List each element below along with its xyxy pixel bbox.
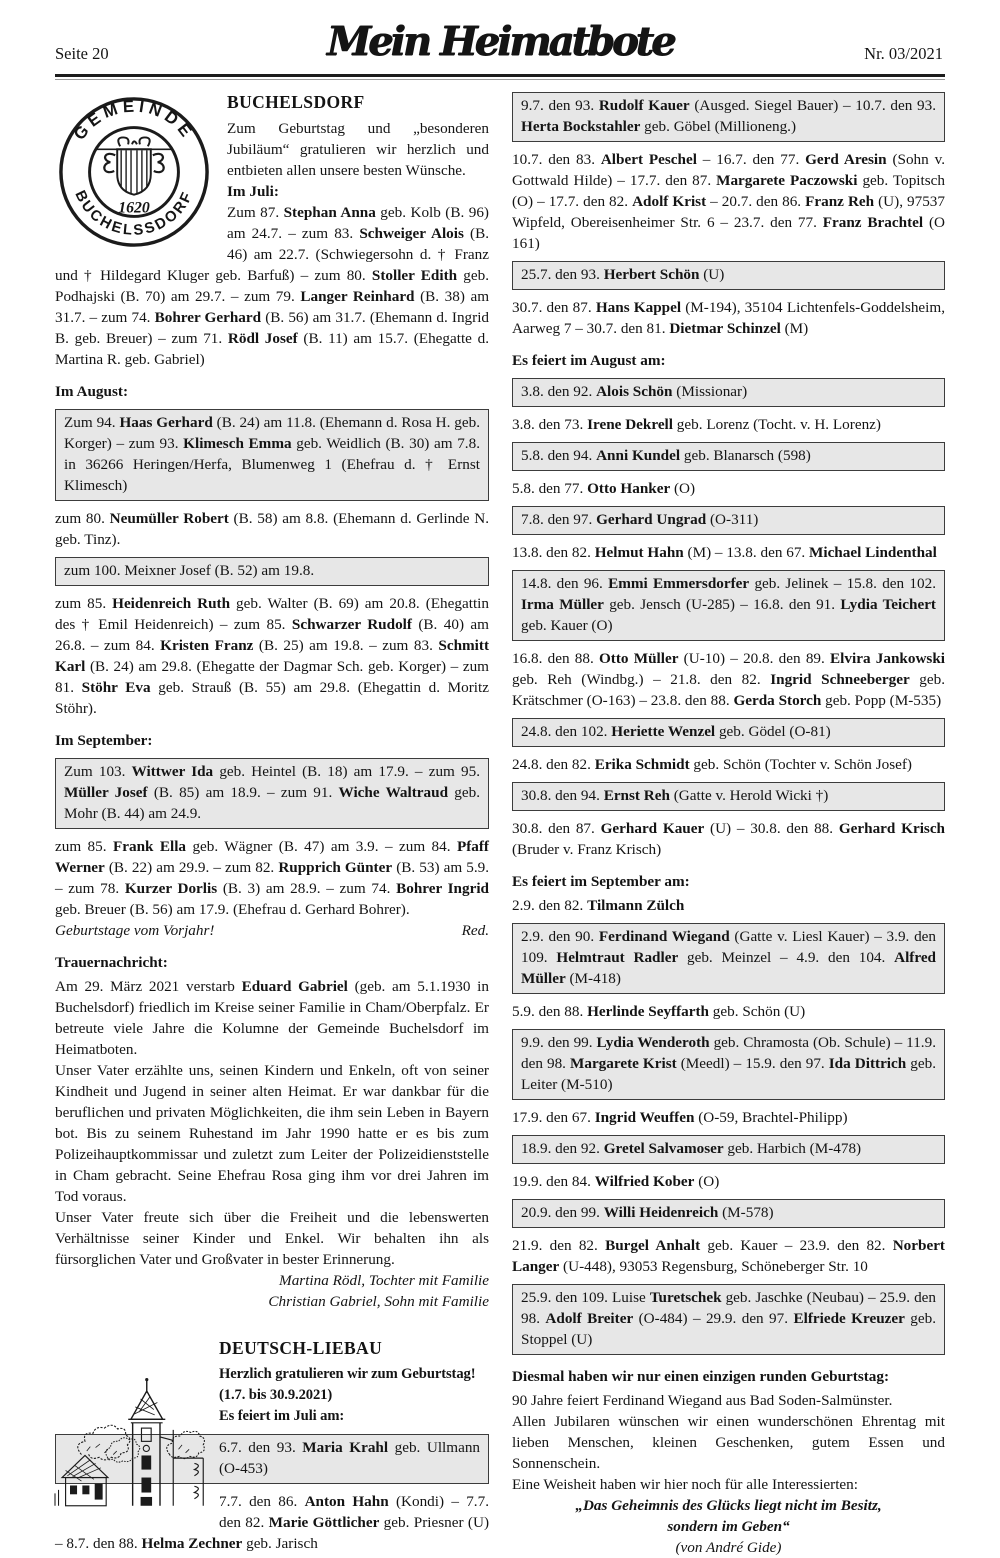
text-run: (U-448), 93053 Regensburg, Schöneberger Str. 10 <box>559 1258 868 1275</box>
liebau-title: DEUTSCH-LIEBAU <box>219 1338 383 1358</box>
paragraph <box>55 508 489 550</box>
text-run: Heriette Wenzel <box>611 723 716 740</box>
section-heading <box>512 350 945 371</box>
text-run: sondern im Geben“ <box>667 1518 790 1535</box>
page-header <box>0 0 1000 80</box>
text-run: Emmi Emmersdorfer <box>608 575 750 592</box>
text-run: Anton Hahn <box>304 1493 389 1510</box>
text-run: Franz Reh <box>805 193 875 210</box>
content-columns <box>55 92 945 1558</box>
text-run: Gerhard Kauer <box>600 820 705 837</box>
text-run: geb. Mohr (B. 44) am 24.9. <box>64 784 481 822</box>
highlighted-entry <box>512 261 945 290</box>
text-run: geb. Priesner (U) – 8.7. <box>55 1514 490 1552</box>
text-run: (M) – 13.8. den 67. <box>683 544 810 561</box>
highlighted-entry <box>512 92 945 142</box>
text-run: Herlinde Seyffarth <box>587 1003 709 1020</box>
text-run: (Ausged. Siegel Bauer) – 10.7. den 93. <box>689 97 936 114</box>
text-run: „Das Geheimnis des Glücks liegt nicht im Besitz, <box>575 1497 882 1514</box>
highlighted-entry <box>512 1029 945 1100</box>
text-run: geb. Harbich (M-478) <box>723 1140 862 1157</box>
buchelsdorf-seal <box>55 92 213 252</box>
text-run: (O) <box>670 480 696 497</box>
text-run: Haas Gerhard <box>119 414 213 431</box>
highlighted-entry <box>512 570 945 641</box>
text-run: (B. 11) am 15.7. (Ehegatte d. Martina R. geb. Gabriel) <box>55 330 489 368</box>
text-run: (O 161) <box>512 214 945 252</box>
paragraph <box>512 754 945 775</box>
buchelsdorf-title: BUCHELSDORF <box>227 92 365 112</box>
text-run: Ida Dittrich <box>828 1055 907 1072</box>
text-run: Wiche Waltraud <box>338 784 449 801</box>
text-run: geb. Strauß (B. 55) am 29.8. (Ehegattin d. Moritz Stöhr). <box>55 679 489 717</box>
text-run: Adolf Breiter <box>545 1310 634 1327</box>
paragraph <box>512 1411 945 1474</box>
text-run: Wittwer Ida <box>131 763 214 780</box>
text-run: (B. 40) am 26.8. – zum 84. <box>55 616 489 654</box>
highlighted-entry <box>512 923 945 994</box>
text-run: (Meedl) – 15.9. den 97. <box>676 1055 829 1072</box>
text-run: (B. 3) am 28.9. – zum 74. <box>217 880 397 897</box>
text-run: Herzlich gratulieren wir zum Geburtstag! <box>219 1366 476 1382</box>
text-run: 21.9. den 82. <box>512 1237 606 1254</box>
text-run: Es feiert im August am: <box>512 352 666 369</box>
text-run: (B. 85) am 18.9. – zum 91. <box>147 784 339 801</box>
text-run: Rudolf Kauer <box>598 97 690 114</box>
text-run: Zum 103. <box>64 763 132 780</box>
highlighted-entry <box>512 506 945 535</box>
header-rule <box>55 74 945 77</box>
text-run: Langer Reinhard <box>300 288 415 305</box>
text-run: geb. Topitsch (O) – 17.7. den 82. <box>512 172 945 210</box>
text-run: geb. Kolb (B. 96) am 24.7. – zum 83. <box>227 204 489 242</box>
text-run: – 16.7. den 77. <box>696 151 806 168</box>
text-run: Schmitt Karl <box>55 637 490 675</box>
text-run: 5.8. den 77. <box>512 480 588 497</box>
text-run: zum 85. <box>55 595 113 612</box>
text-run: Müller Josef <box>64 784 148 801</box>
text-run: Trauernachricht: <box>55 954 168 971</box>
text-run: geb. Kauer (O) <box>521 617 613 634</box>
text-run: (Gatte v. Herold Wicki †) <box>669 787 829 804</box>
text-run: 18.9. den 92. <box>521 1140 604 1157</box>
text-run: Gretel Salvamoser <box>603 1140 724 1157</box>
text-run: (U), 97537 Wipfeld, Obereisenheimer Str. 6 – 23.7. den 77. <box>512 193 945 231</box>
paragraph <box>512 414 945 435</box>
text-run: (O) <box>694 1173 720 1190</box>
right-column-body <box>512 92 945 1558</box>
text-run: Herbert Schön <box>603 266 700 283</box>
paragraph <box>512 895 945 916</box>
text-run: Dietmar Schinzel <box>669 320 781 337</box>
text-run: Albert Peschel <box>600 151 697 168</box>
text-run: geb. Meinzel – 4.9. den 104. <box>678 949 895 966</box>
text-run: (B. 24) am 29.8. (Ehegatte der Dagmar Sch. geb. Korger) – zum 81. <box>55 658 489 696</box>
paragraph <box>512 648 945 711</box>
text-run: Zum 87. <box>227 204 284 221</box>
text-run: Willi Heidenreich <box>603 1204 719 1221</box>
church-image <box>55 1368 205 1520</box>
text-run: 24.8. den 82. <box>512 756 595 773</box>
highlighted-entry <box>512 782 945 811</box>
liebau-section <box>55 1338 489 1554</box>
text-run: Lydia Teichert <box>840 596 936 613</box>
text-run: Ingrid Schneeberger <box>770 671 910 688</box>
text-run: Herta Bockstahler <box>521 118 641 135</box>
note-right: Red. <box>461 922 489 939</box>
text-run: – 20.7. den 86. <box>706 193 806 210</box>
church-side-buildings <box>55 1430 203 1506</box>
text-run: Allen Jubilaren wünschen wir einen wunderschönen Ehrentag mit lieben Menschen, kleinen Geschenken, gutem Essen und Sonnenschein. <box>512 1413 945 1472</box>
text-run: (U) <box>699 266 725 283</box>
text-run: geb. Jelinek – 15.8. den 102. <box>749 575 936 592</box>
page-number: Seite 20 <box>55 44 109 63</box>
text-run: Alfred Müller <box>521 949 937 987</box>
text-run: zum 85. <box>55 838 113 855</box>
text-run: Martina Rödl, Tochter mit Familie <box>279 1272 489 1289</box>
text-run: Klimesch Emma <box>183 435 292 452</box>
text-run: 17.9. den 67. <box>512 1109 595 1126</box>
text-run: (M-418) <box>565 970 621 987</box>
text-run: 16.8. den 88. <box>512 650 599 667</box>
text-run: geb. Stoppel (U) <box>521 1310 937 1348</box>
text-run: geb. Jaschke (Neubau) – 25.9. den 98. <box>521 1289 937 1327</box>
highlighted-entry <box>512 1284 945 1355</box>
text-run: (M-578) <box>718 1204 774 1221</box>
paragraph <box>512 1001 945 1022</box>
text-run: (Bruder v. Franz Krisch) <box>512 841 662 858</box>
text-run: (geb. am 5.1.1930 in Buchelsdorf) friedlich im Kreise seiner Familie in Cham/Oberpfalz. Er betreute viele Jahre die Kolumne der Gemeinde Buchelsdorf im Heimatboten. <box>55 978 489 1058</box>
text-run: Margarete Krist <box>570 1055 677 1072</box>
text-run: (U-10) – 20.8. den 89. <box>678 650 831 667</box>
text-run: (O-484) – 29.9. den 97. <box>633 1310 794 1327</box>
text-run: Stöhr Eva <box>81 679 151 696</box>
masthead-wordmark: Mein Heimatbote <box>326 18 674 65</box>
text-run: Schweiger Alois <box>359 225 464 242</box>
section-heading <box>55 381 489 402</box>
paragraph <box>55 1270 489 1291</box>
text-run: Frank Ella <box>112 838 187 855</box>
section-heading <box>512 871 945 892</box>
text-run: Es feiert im September am: <box>512 873 690 890</box>
text-run: 3.8. den 73. <box>512 416 588 433</box>
text-run: Stoller Edith <box>371 267 458 284</box>
text-run: Irene Dekrell <box>587 416 673 433</box>
text-run: Otto Hanker <box>587 480 671 497</box>
text-run: Helmtraut Radler <box>556 949 679 966</box>
paragraph <box>512 297 945 339</box>
text-run: 25.9. den 109. Luise <box>521 1289 650 1306</box>
text-run: Margarete Paczowski <box>716 172 858 189</box>
text-run: Franz Brachtel <box>822 214 924 231</box>
text-run: (B. 22) am 29.9. – zum 82. <box>104 859 279 876</box>
text-run: 6.7. den 93. <box>219 1439 303 1456</box>
paragraph <box>55 1207 489 1270</box>
text-run: 7.8. den 97. <box>521 511 597 528</box>
issue-number: Nr. 03/2021 <box>864 44 943 63</box>
highlighted-entry <box>55 557 489 586</box>
text-run: geb. Ullmann (O-453) <box>219 1439 481 1477</box>
text-run: (B. 53) am 5.9. – zum 78. <box>55 859 490 897</box>
text-run: geb. Reh (Windbg.) – 21.8. den 82. <box>512 671 771 688</box>
byline-row <box>55 920 489 941</box>
text-run: Es feiert im Juli am: <box>219 1408 345 1424</box>
text-run: Elvira Jankowski <box>830 650 945 667</box>
text-run: (O-311) <box>706 511 759 528</box>
text-run: Gerda Storch <box>733 692 822 709</box>
text-run: (1.7. bis 30.9.2021) <box>219 1387 333 1403</box>
text-run: geb. Breuer (B. 56) am 17.9. (Ehefrau d. Gerhard Bohrer). <box>55 901 410 918</box>
text-run: (B. 38) am 31.7. – zum 74. <box>55 288 490 326</box>
paragraph <box>512 542 945 563</box>
text-run: Elfriede Kreuzer <box>793 1310 905 1327</box>
text-run: 2.9. den 90. <box>521 928 599 945</box>
text-run: Zum 94. <box>64 414 120 431</box>
paragraph <box>512 1390 945 1411</box>
text-run: Helmut Hahn <box>594 544 684 561</box>
text-run: geb. Schön (U) <box>709 1003 806 1020</box>
text-run: Bohrer Gerhard <box>154 309 262 326</box>
text-run: Im Juli: <box>227 183 279 200</box>
text-run: Ferdinand Wiegand <box>598 928 730 945</box>
text-run: 24.8. den 102. <box>521 723 612 740</box>
seal-text-top: GEMEINDE <box>69 96 199 144</box>
text-run: (B. 46) am 22.7. (Schwiegersohn d. † Franz und † Hildegard Kluger geb. Barfuß) – zum 80. <box>55 225 490 284</box>
text-run: Im September: <box>55 732 153 749</box>
text-run: den 88. <box>92 1535 142 1552</box>
text-run: Ernst Reh <box>603 787 670 804</box>
text-run: Ingrid Weuffen <box>594 1109 695 1126</box>
paragraph <box>55 1060 489 1207</box>
text-run: 9.7. den 93. <box>521 97 599 114</box>
text-run: Neumüller Robert <box>109 510 229 527</box>
text-run: geb. Podhajski (B. 70) am 29.7. – zum 79. <box>55 267 489 305</box>
text-run: Unser Vater erzählte uns, seinen Kindern und Enkeln, oft von seiner Kindheit und Jugend in seiner alten Heimat. Er war dankbar für die beruflichen und privaten Möglichkeiten, die ihm sein Leben in Bayern bot. Bis zu seinem Ruhestand im Jahr 1990 hatte er es bis zum Polizeihauptkommissar und zuletzt zum Leiter der Polizeidienststelle in Cham gebracht. Seine Ehefrau Rosa ging ihm vor drei Jahren im Tod voraus. <box>55 1062 489 1205</box>
text-run: (B. 58) am 8.8. (Ehemann d. Gerlinde N. geb. Tinz). <box>55 510 489 548</box>
section-heading <box>512 1366 945 1387</box>
text-run: Anni Kundel <box>596 447 681 464</box>
paragraph <box>512 1537 945 1558</box>
text-run: Irma Müller <box>521 596 604 613</box>
text-run: Stephan Anna <box>283 204 376 221</box>
text-run: 25.7. den 93. <box>521 266 604 283</box>
text-run: Wilfried Kober <box>594 1173 695 1190</box>
text-run: geb. Kauer – 23.9. den 82. <box>700 1237 893 1254</box>
text-run: zum 100. Meixner Josef (B. 52) am 19.8. <box>64 562 315 579</box>
svg-text:GEMEINDE <box>70 96 198 143</box>
text-run: geb. Lorenz (Tocht. v. H. Lorenz) <box>673 416 881 433</box>
liebau-church-sketch <box>55 1368 205 1520</box>
paragraph <box>55 1291 489 1312</box>
text-run: Turetschek <box>649 1289 722 1306</box>
paragraph <box>512 1516 945 1537</box>
seal-text-bottom: BUCHELSSDORF <box>71 188 197 239</box>
text-run: Im August: <box>55 383 129 400</box>
text-run: zum 80. <box>55 510 110 527</box>
text-run: 5.9. den 88. <box>512 1003 588 1020</box>
text-run: Am 29. März 2021 verstarb <box>55 978 242 995</box>
text-run: geb. Walter (B. 69) am 20.8. (Ehegattin des † Emil Heidenreich) – zum 85. <box>55 595 489 633</box>
highlighted-entry <box>512 1135 945 1164</box>
text-run: Schwarzer Rudolf <box>291 616 412 633</box>
church-tower <box>128 1378 165 1506</box>
text-run: Kristen Franz <box>160 637 254 654</box>
left-column <box>55 92 489 1558</box>
text-run: Zum Geburtstag und „besonderen Jubiläum“ gratulieren wir herzlich und entbieten allen unsere besten Wünsche. <box>227 120 489 179</box>
text-run: geb. Popp (M-535) <box>821 692 942 709</box>
buchelsdorf-body <box>55 118 489 1312</box>
paragraph <box>512 1235 945 1277</box>
text-run: (Gatte v. Liesl Kauer) – 3.9. den 109. <box>521 928 936 966</box>
text-run: Gerhard Ungrad <box>596 511 707 528</box>
text-run: Eduard Gabriel <box>241 978 348 995</box>
text-run: (B. 24) am 11.8. (Ehemann d. Rosa H. geb. Korger) – zum 93. <box>64 414 481 452</box>
text-run: 90 Jahre feiert Ferdinand Wiegand aus Bad Soden-Salmünster. <box>512 1392 893 1409</box>
text-run: (U) – 30.8. den 88. <box>704 820 839 837</box>
text-run: Gerhard Krisch <box>838 820 946 837</box>
text-run: Bohrer Ingrid <box>396 880 489 897</box>
highlighted-entry <box>512 378 945 407</box>
text-run: geb. Heintel (B. 18) am 17.9. – zum 95. <box>213 763 481 780</box>
text-run: Eine Weisheit haben wir hier noch für alle Interessierten: <box>512 1476 858 1493</box>
text-run: Marie Göttlicher <box>268 1514 380 1531</box>
paragraph <box>512 818 945 860</box>
text-run: 30.8. den 94. <box>521 787 604 804</box>
text-run: geb. Leiter (M-510) <box>521 1055 936 1093</box>
text-run: (Sohn v. Gottwald Hilde) – 17.7. den 87. <box>512 151 945 189</box>
text-run: geb. Blanarsch (598) <box>680 447 811 464</box>
highlighted-entry <box>55 409 489 501</box>
text-run: 3.8. den 92. <box>521 383 597 400</box>
text-run: Hans Kappel <box>595 299 682 316</box>
text-run: (Missionar) <box>672 383 748 400</box>
section-heading <box>55 952 489 973</box>
text-run: geb. Chramosta (Ob. Schule) – 11.9. den 98. <box>521 1034 936 1072</box>
text-run: 20.9. den 99. <box>521 1204 604 1221</box>
seal-image <box>55 92 213 252</box>
text-run: Michael Lindenthal <box>809 544 937 561</box>
text-run: 30.8. den 87. <box>512 820 601 837</box>
text-run: Erika Schmidt <box>594 756 690 773</box>
text-run: geb. Wägner (B. 47) am 3.9. – zum 84. <box>186 838 457 855</box>
text-run: (von André Gide) <box>675 1539 782 1556</box>
paragraph <box>512 1107 945 1128</box>
paragraph <box>55 836 489 920</box>
text-run: geb. Krätschmer (O-163) – 23.8. den 88. <box>512 671 945 709</box>
text-run: (M) <box>780 320 809 337</box>
paragraph <box>55 976 489 1060</box>
text-run: (B. 56) am 31.7. (Ehemann d. Ingrid B. geb. Breuer) – zum 71. <box>55 309 490 347</box>
text-run: (M-194), 35104 Lichtenfels-Goddelsheim, Aarweg 7 – 30.7. den 81. <box>512 299 945 337</box>
highlighted-entry <box>55 758 489 829</box>
text-run: (B. 25) am 19.8. – zum 83. <box>253 637 439 654</box>
highlighted-entry <box>512 1199 945 1228</box>
text-run: Diesmal haben wir nur einen einzigen runden Geburtstag: <box>512 1368 890 1385</box>
text-run: Alois Schön <box>596 383 673 400</box>
text-run: geb. Göbel (Millioneng.) <box>640 118 797 135</box>
text-run: Rupprich Günter <box>278 859 393 876</box>
paragraph <box>512 149 945 254</box>
text-run: 30.7. den 87. <box>512 299 596 316</box>
paragraph <box>512 1171 945 1192</box>
highlighted-entry <box>512 718 945 747</box>
text-run: geb. Weidlich (B. 30) am 7.8. in 36266 Heringen/Herfa, Blumenweg 1 (Ehefrau d. † Ernst Klimesch) <box>64 435 480 494</box>
text-run: Lydia Wenderoth <box>596 1034 710 1051</box>
text-run: Kurzer Dorlis <box>124 880 218 897</box>
text-run: Rödl Josef <box>227 330 298 347</box>
text-run: Maria Krahl <box>302 1439 389 1456</box>
text-run: Adolf Krist <box>632 193 707 210</box>
text-run: Unser Vater freute sich über die Freiheit und die lebenswerten Verhältnisse seiner Kinder und Enkel. Wir behalten ihn als fürsorglichen Vater und Großvater in bester Erinnerung. <box>55 1209 489 1268</box>
text-run: geb. Jarisch <box>242 1535 318 1552</box>
text-run: (Kondi) – 7.7. den 82. <box>219 1493 489 1531</box>
text-run: Burgel Anhalt <box>605 1237 701 1254</box>
text-run: Pfaff Werner <box>55 838 489 876</box>
text-run: 13.8. den 82. <box>512 544 595 561</box>
text-run: Norbert Langer <box>512 1237 945 1275</box>
note-left: Geburtstage vom Vorjahr! <box>55 922 215 939</box>
paragraph <box>512 1495 945 1516</box>
text-run: Otto Müller <box>598 650 679 667</box>
text-run: 2.9. den 82. <box>512 897 588 914</box>
text-run: Tilmann Zülch <box>587 897 685 914</box>
text-run: 7.7. den 86. <box>219 1493 305 1510</box>
highlighted-entry <box>512 442 945 471</box>
text-run: 9.9. den 99. <box>521 1034 597 1051</box>
seal-year: 1620 <box>118 199 150 217</box>
paragraph <box>512 478 945 499</box>
text-run: Gerd Aresin <box>805 151 887 168</box>
seal-crest <box>96 137 171 194</box>
text-run: 10.7. den 83. <box>512 151 601 168</box>
text-run: Heidenreich Ruth <box>112 595 231 612</box>
text-run: 5.8. den 94. <box>521 447 597 464</box>
paragraph <box>512 1474 945 1495</box>
right-column <box>512 92 945 1558</box>
section-heading <box>55 730 489 751</box>
text-run: (O-59, Brachtel-Philipp) <box>694 1109 848 1126</box>
paragraph <box>55 593 489 719</box>
text-run: 19.9. den 84. <box>512 1173 595 1190</box>
text-run: geb. Jensch (U-285) – 16.8. den 91. <box>603 596 841 613</box>
text-run: Helma Zechner <box>141 1535 243 1552</box>
text-run: geb. Schön (Tochter v. Schön Josef) <box>689 756 912 773</box>
text-run: Christian Gabriel, Sohn mit Familie <box>268 1293 489 1310</box>
text-run: geb. Gödel (O-81) <box>715 723 831 740</box>
text-run: 14.8. den 96. <box>521 575 609 592</box>
